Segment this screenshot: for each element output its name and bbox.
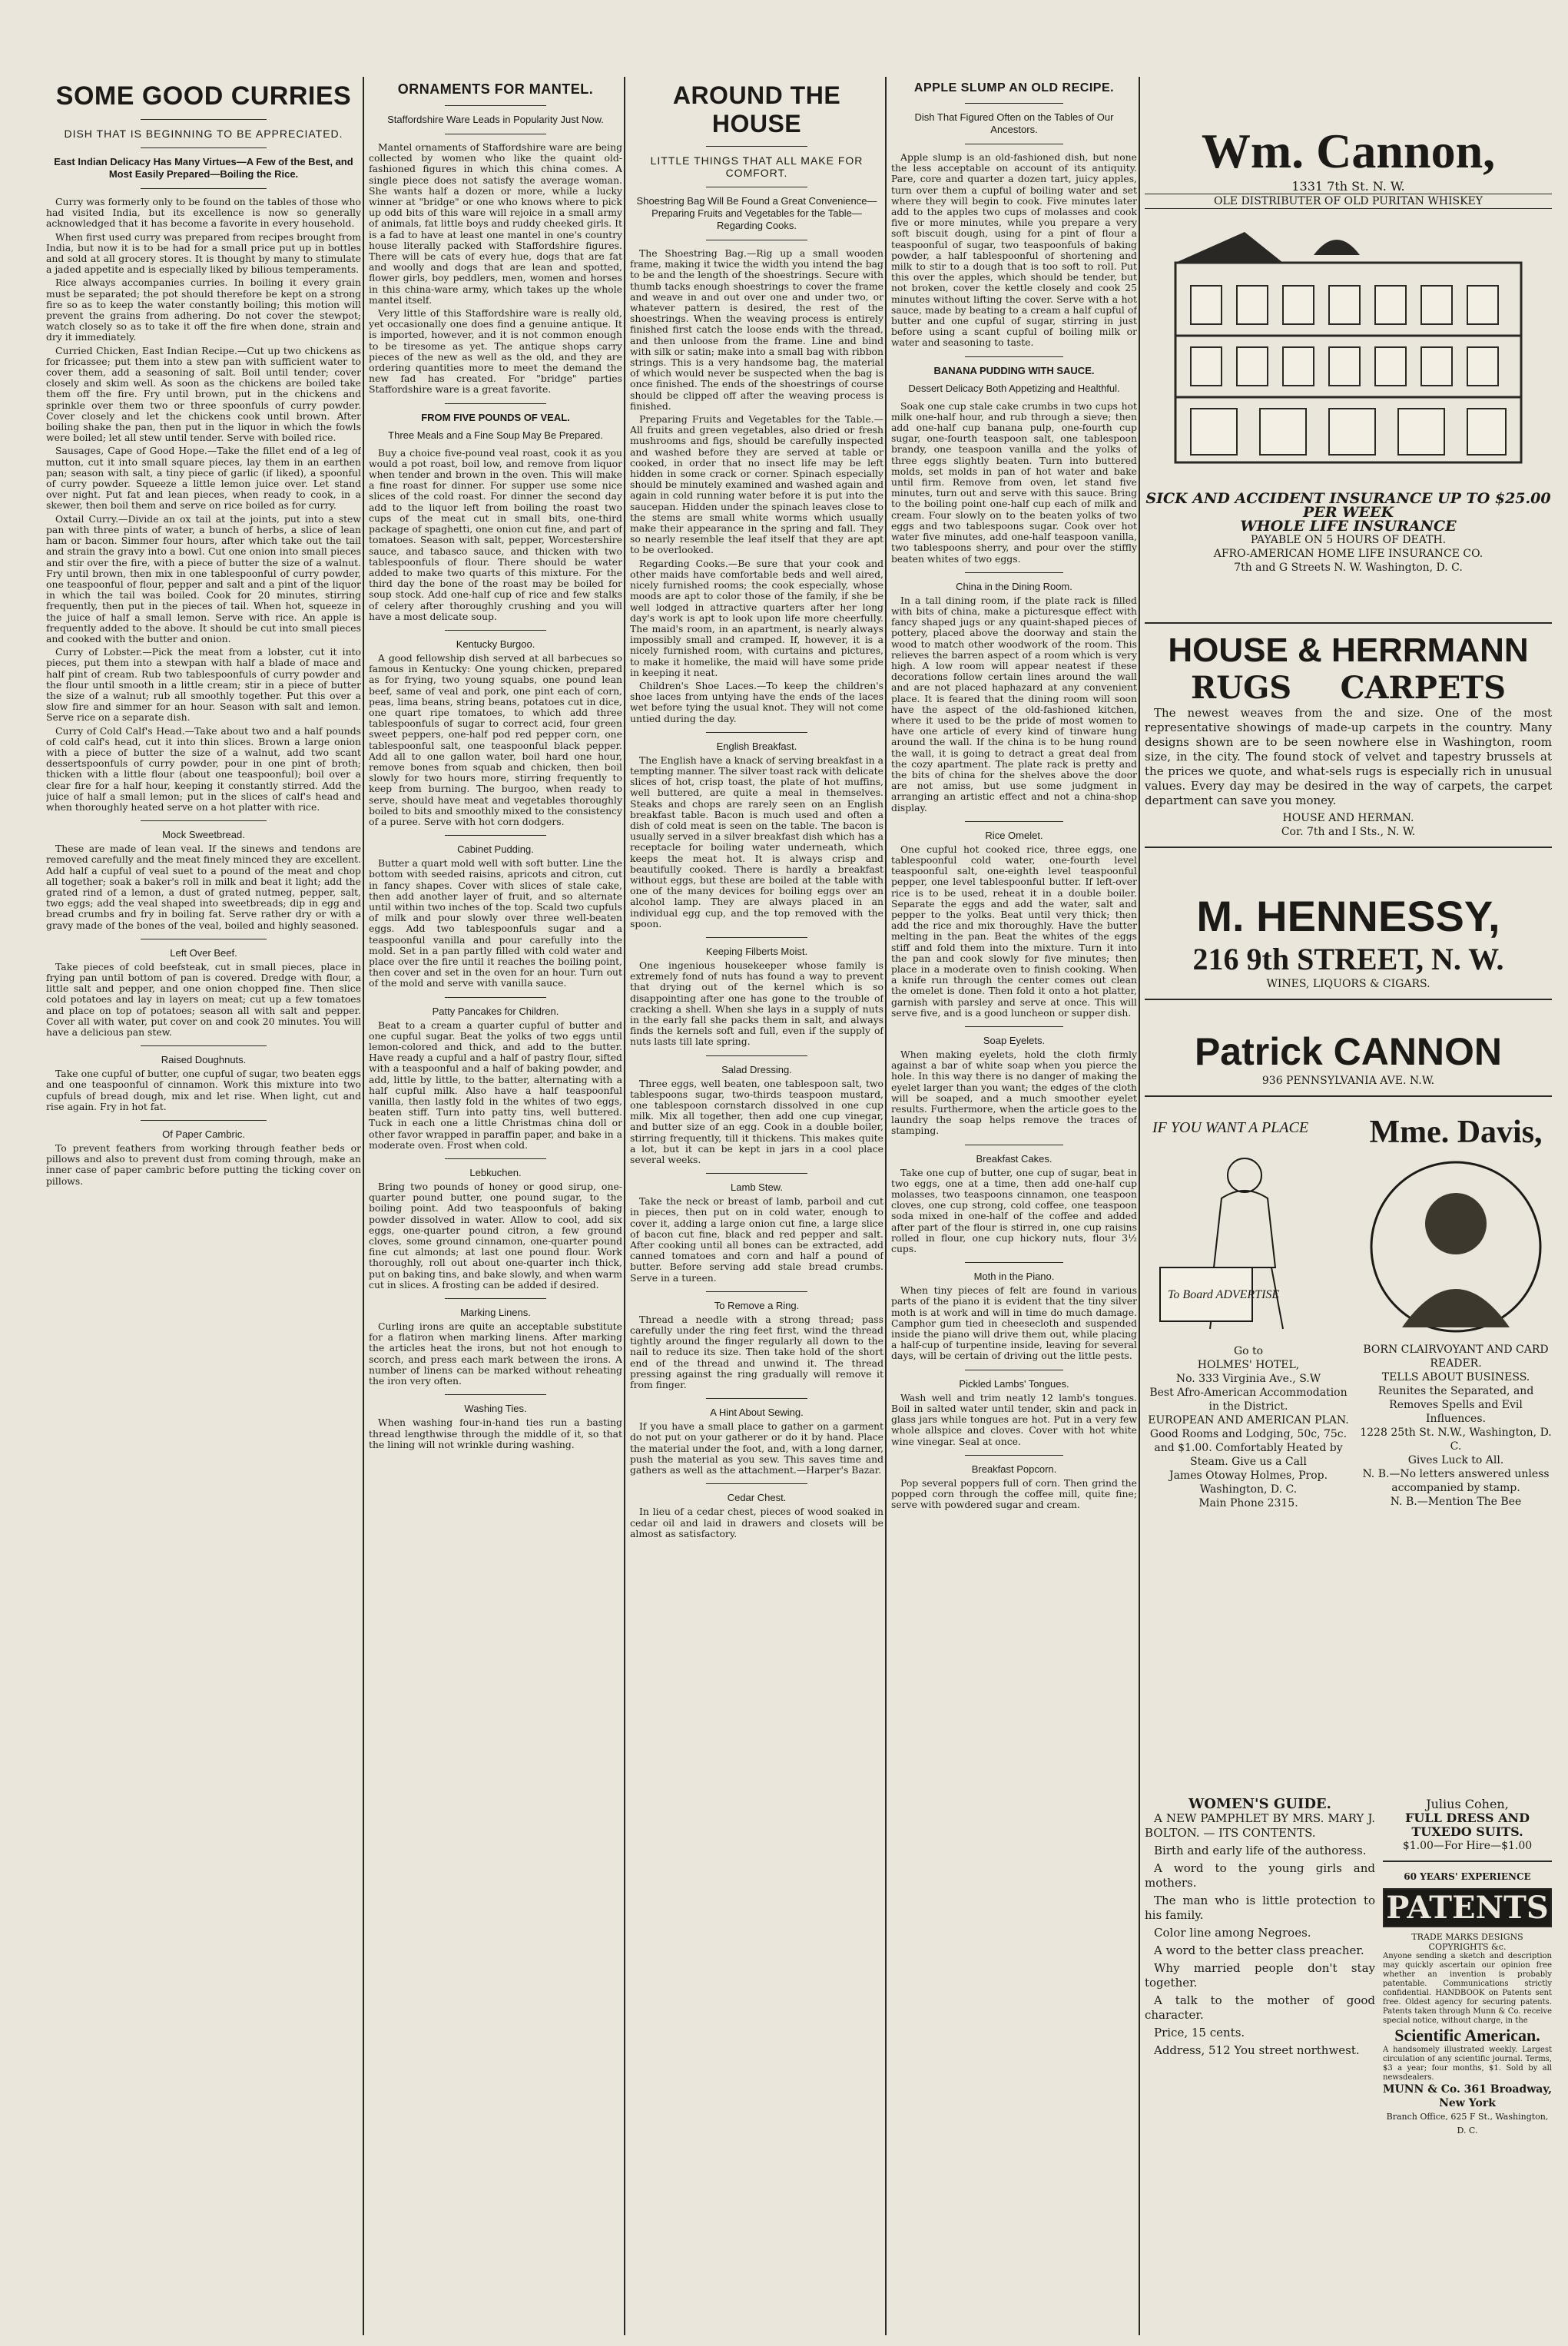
section-text: The English have a knack of serving breakfast in a tempting manner. The silver toast rack with delicate slices of hot, crisp toast, the plate of hot muffins, well buttered, are quite a meal in themselves. Steaks and chops are rarely seen on an English breakfast table. Bacon is much used and often a dish of cold meat is seen on the table. The bacon is usually served in a silver breakfast dish which has a receptacle for boiling water underneath, which keeps the meat hot. It is always crisp and beautifully cooked. There is hardly a breakfast without eggs, but these are boiled at the table with one of the many devices for boiling eggs over an alcohol lamp. They are always placed in an individual egg cup, and the top removed with the spoon.: [630, 754, 883, 929]
tag-text: To Board ADVERTISE: [1168, 1288, 1280, 1301]
section-heading: Kentucky Burgoo.: [456, 638, 535, 650]
section-text: Butter a quart mold well with soft butter. Line the bottom with seeded raisins, apricots and citron, cut in fancy shapes. Cover with slices of stale cake, then add another layer of fruit, and so alternate until within two inches of the top. Scald two cupfuls of milk and pour slowly over three well-beaten eggs. Add two tablespoonfuls sugar and a teaspoonful vanilla and pour carefully into the mold. Set in a pan partly filled with cold water and place over the fire until it reaches the boiling point, then cover and set in the oven for an hour. Turn out of the mold and serve with vanilla sauce.: [369, 857, 622, 989]
paragraph: Color line among Negroes.: [1154, 1926, 1311, 1940]
section-heading: Soap Eyelets.: [983, 1035, 1046, 1047]
section-text: One cupful hot cooked rice, three eggs, one tablespoonful cold water, one-fourth level teaspoonful salt, one-eighth level teaspoonful pepper, one level tablespoonful butter. If left-over rice is to be used, reheat it in a double boiler. Separate the eggs and add the water, salt and pepper to the yolks. Beat until very thick; then add the rice and mix thoroughly. Have the butter melting in the pan. Beat the whites of the eggs stiff and fold them into the mixture. Turn it into the pan and cook slowly for five minutes; then place in a moderate oven to finish cooking. When a knife run through the center comes out clean the omelet is done. Then fold it onto a hot platter, garnish with parsley and serve at once. This will serve five, and is a good luncheon or supper dish.: [891, 843, 1137, 1019]
section-heading: Moth in the Piano.: [973, 1271, 1055, 1283]
cohen-line1: FULL DRESS AND TUXEDO SUITS.: [1405, 1811, 1530, 1839]
paragraph: Oxtail Curry.—Divide an ox tail at the joints, put into a stew pan with three pints of water, a bunch of herbs, a slice of lean ham or bacon. Simmer four hours, after which take out the tail and strain the gravy into a bowl. Cut one onion into small pieces and stir over the fire, with a piece of butter the size of a walnut. Fry until brown, then mix in one tablespoonful of curry powder, one teaspoonful of flour, pepper and salt and a pint of the liquor in which the tail was boiled. Cook for 20 minutes, stirring frequently, then put in the pieces of tail. When hot, squeeze in the juice of half a small lemon. Serve with rice. An apple is frequently added to the above. It should be cut into small pieces and cooked with the butter and onion.: [46, 512, 361, 644]
section-deck: Dessert Delicacy Both Appetizing and Healthful.: [908, 382, 1120, 394]
paragraph: When first used curry was prepared from recipes brought from India, but now it is to be had for a small price put up in bottles and sold at all grocery stores. It is thought by many to stimulate a jaded appetite and is especially liked by bilious temperaments.: [46, 230, 361, 276]
paragraph: Best Afro-American Accommodation in the District.: [1149, 1387, 1348, 1413]
section-text: Take pieces of cold beefsteak, cut in small pieces, place in frying pan until bottom of pan is covered. Dredge with flour, a little salt and pepper, and one onion chopped fine. Then slice cold potatoes and lay in layers on meat; cut up a few tomatoes and place on top of potatoes; season all with salt and pepper. Cover all with water, put cover on and cook 20 minutes. You will have a delicious pan stew.: [46, 960, 361, 1039]
column-rule: [624, 77, 625, 2335]
section-deck: Three Meals and a Fine Soup May Be Prepared.: [388, 429, 603, 441]
portrait-illustration: [1360, 1151, 1552, 1343]
paragraph: Mantel ornaments of Staffordshire ware are being collected by women who like the quaint old-fashioned figures in which this china comes. A single piece does not satisfy the average woman. She wants half a dozen or more, while a lucky winner at "bridge" or one who knows where to pick up odd bits of this ware will rejoice in a small army of animals, fat little boys and ruddy cheeked girls. It is a fad to have at least one mantel in one's country house literally packed with Staffordshire figures. There will be cats of every hue, dogs that are fat and woolly and dogs that are lean and spotted, flower girls, boy peddlers, men, women and horses in this china-ware army, which takes up the whole mantel itself.: [369, 141, 622, 306]
patents-journal: Scientific American.: [1394, 2026, 1540, 2045]
paragraph: No. 333 Virginia Ave., S.W: [1175, 1373, 1321, 1385]
paragraph: HOLMES' HOTEL,: [1197, 1359, 1300, 1371]
section-text: Thread a needle with a strong thread; pass carefully under the ring feet first, wind the thread tightly around the finger regularly all down to the nail to reduce its size. Then take hold of the short end of the thread and unwind it. The thread pressing against the ring gradually will remove it from finger.: [630, 1313, 883, 1391]
deck-curries: DISH THAT IS BEGINNING TO BE APPRECIATED.: [64, 128, 343, 140]
patents-marks: TRADE MARKS DESIGNS COPYRIGHTS &c.: [1411, 1932, 1523, 1952]
patents-branch: Branch Office, 625 F St., Washington, D. C.: [1386, 2112, 1549, 2136]
ad-house-herrmann: [1145, 615, 1552, 856]
patents-firm: MUNN & Co. 361 Broadway, New York: [1383, 2083, 1552, 2109]
insurance-line4: AFRO-AMERICAN HOME LIFE INSURANCE CO.: [1213, 548, 1483, 560]
section-heading: Mock Sweetbread.: [162, 829, 245, 841]
column-mantel: [369, 77, 622, 1453]
man-with-sign-illustration: [1145, 1114, 1344, 1344]
ad-insurance: [1145, 492, 1552, 575]
house-herrmann-text: The newest weaves from the and size. One of the most representative showings of made-up carpets in the country. Many designs shown are to be seen nowhere else in Washington, room size, in the city. The found stock of velvet and tapestry brussels at the prices we quote, and what-sels rugs is especially rich in unusual values. Every day may be desired in the way of carpets, the carpet department can save you money.: [1145, 706, 1552, 807]
paragraph: Gives Luck to All.: [1407, 1454, 1504, 1466]
paragraph: EUROPEAN AND AMERICAN PLAN.: [1148, 1414, 1349, 1426]
section-heading: Left Over Beef.: [170, 946, 237, 959]
section-text: In a tall dining room, if the plate rack is filled with bits of china, make a picturesque effect with fancy shaped jugs or any quaint-shaped pieces of pottery, placed above the doorway and stain the wood to match other woodwork of the room. This relieves the barren aspect of a room which is very high. A low room will appear neatest if these decorations follow certain lines around the wall and are not placed haphazard at any convenient place. It is feared that the dining room will soon have the aspect of the old-fashioned kitchen, where it used to be the pride of most women to have one article of every kind of tinware hung around the wall. If the china is to be hung round the wall, it is going to detract a great deal from the cozy apartment. The plate rack is pretty and the bits of china for the shelves above the door are not amiss, but use some judgment in arranging an artistic effect and not a china-shop display.: [891, 594, 1137, 813]
insurance-line3: PAYABLE ON 5 HOURS OF DEATH.: [1250, 534, 1447, 546]
paragraph: Curry of Lobster.—Pick the meat from a lobster, cut it into pieces, put them into a stewpan with half a blade of mace and half pint of cream. Rub two tablespoonfuls of curry powder and the flour until smooth in a little cream; stir in a piece of butter the size of a walnut; rub all smoothly together. Put this over a slow fire and simmer for an hour. Season with salt and lemon. Serve rice on a separate dish.: [46, 646, 361, 724]
section-heading: Lamb Stew.: [731, 1181, 783, 1194]
section-text: When washing four-in-hand ties run a basting thread lengthwise through the middle of it, so that the lining will not wrinkle during washing.: [369, 1417, 622, 1450]
patents-text: Anyone sending a sketch and description may quickly ascertain our opinion free whether an invention is probably patentable. Communications strictly confidential. HANDBOOK on Patents sent free. Oldest agency for securing patents. Patents taken through Munn & Co. receive special notice, without charge, in the: [1383, 1952, 1552, 2025]
paragraph: James Otoway Holmes, Prop.: [1169, 1470, 1328, 1482]
headline-mantel: ORNAMENTS FOR MANTEL.: [397, 81, 594, 97]
section-heading: Patty Pancakes for Children.: [432, 1005, 559, 1017]
section-heading: Breakfast Cakes.: [976, 1152, 1053, 1165]
paragraph: Children's Shoe Laces.—To keep the children's shoe laces from untying have the ends of the laces wet before tying the usual knot. They will not come untied during the day.: [630, 679, 883, 724]
section-text: Three eggs, well beaten, one tablespoon salt, two tablespoons sugar, two-thirds teaspoon mustard, one tablespoon cornstarch dissolved in one cup milk. Mix all together, then add one cup vinegar, and butter size of an egg. Cook in a double boiler, stirring frequently, till it thickens. This makes quite a lot, but it can be kept in jars in a cool place several weeks.: [630, 1077, 883, 1166]
house-herrmann-sig: HOUSE AND HERMAN.: [1282, 812, 1414, 824]
section-heading: Pickled Lambs' Tongues.: [959, 1377, 1069, 1390]
paragraph: The Shoestring Bag.—Rig up a small wooden frame, making it twice the width you intend the bag to be and the length of the shoestrings. Secure with thumb tacks enough shoestrings to cover the frame and weave in and out over one and under two, or whatever pattern is desired, the rest of the shoestrings. When the weaving process is entirely finished first catch the loose ends with the thread, and then unloose from the frame. Line and bind with silk or satin; make into a small bag with ribbon strings. This is a very handsome bag, the material of which would never be suspected when the bag is once finished. The ends of the shoestrings of course should be clipped off after the weaving process is finished.: [630, 247, 883, 412]
patents-top: 60 YEARS' EXPERIENCE: [1404, 1871, 1531, 1882]
section-text: To prevent feathers from working through feather beds or pillows and also to prevent dust from coming through, make an inner case of paper cambric before putting the ticking cover on pillows.: [46, 1142, 361, 1187]
bubble-text: IF YOU WANT A PLACE: [1152, 1119, 1309, 1136]
section-text: In lieu of a cedar chest, pieces of wood soaked in cedar oil and laid in drawers and closets will be almost as satisfactory.: [630, 1506, 883, 1539]
ad-holmes-hotel: [1145, 1114, 1352, 1510]
cannon-address: 1331 7th St. N. W.: [1291, 179, 1405, 194]
section-text: Beat to a cream a quarter cupful of butter and one cupful sugar. Beat the yolks of two eggs until lemon-colored and thick, and add to the butter. Have ready a cupful and a half of pastry flour, sifted with a teaspoonful and a half of baking powder, and add, little by little, to the batter, alternating with a half cupful milk. Also have a half teaspoonful vanilla, then lastly fold in the whites of two eggs, beaten stiff. Turn into patty tins, well buttered. Tuck in each one a little Christmas china doll or other favor wrapped in paraffin paper, and bake in a moderate oven. Frost when cold.: [369, 1019, 622, 1151]
hennessy-line: WINES, LIQUORS & CIGARS.: [1266, 978, 1430, 990]
davis-name: Mme. Davis,: [1369, 1115, 1543, 1150]
paragraph: Good Rooms and Lodging, 50c, 75c. and $1.00. Comfortably Heated by Steam. Give us a Call: [1149, 1428, 1348, 1468]
column-house: [630, 77, 883, 1542]
section-text: Take the neck or breast of lamb, parboil and cut in pieces, then put on in cold water, enough to cover it, adding a large onion cut fine, a large slice of bacon cut fine, black and red pepper and salt. After cooking until all bones can be extracted, add canned tomatoes and corn and half a pound of butter. Before serving add stale bread crumbs. Serve in a tureen.: [630, 1195, 883, 1284]
cannon-line: OLE DISTRIBUTER OF OLD PURITAN WHISKEY: [1145, 194, 1552, 209]
section-heading: Keeping Filberts Moist.: [705, 945, 808, 957]
section-text: When tiny pieces of felt are found in various parts of the piano it is evident that the tiny silver moth is at work and will in time do much damage. Camphor gum tied in cheesecloth and suspended inside the piano will drive them out, while placing a half-cup of turpentine inside, leaving for several days, will be certain of driving out the little pests.: [891, 1284, 1137, 1362]
paragraph: N. B.—No letters answered unless accompanied by stamp.: [1362, 1468, 1550, 1494]
section-text: When making eyelets, hold the cloth firmly against a bar of white soap when you pierce the hole. In this way there is no danger of making the eyelet larger than you want; the edges of the cloth will be soaped, and a much smoother eyelet results. Furthermore, when the article goes to the laundry the soap helps remove the traces of stamping.: [891, 1049, 1137, 1137]
paragraph: Curried Chicken, East Indian Recipe.—Cut up two chickens as for fricassee; put them into a stew pan with sufficient water to cover them, add a seasoning of salt. Boil until tender; cover closely and skim well. As soon as the chickens are boiled take them off the fire. Fry until brown, put in the chickens and sprinkle over them two or three spoonfuls of curry powder. Cover closely and let the chickens cook until brown. After boiling shake the pan, then put in the liquor in which the fowls were boiled; let all stew until tender. Serve with boiled rice.: [46, 344, 361, 444]
paragraph: Price, 15 cents.: [1154, 2026, 1245, 2039]
guide-title: WOMEN'S GUIDE.: [1188, 1796, 1331, 1812]
section-text: Bring two pounds of honey or good sirup, one-quarter pound butter, one pound sugar, to the boiling point. Add two teaspoonfuls of baking powder dissolved in water. Allow to cool, add six eggs, one-quarter pound citron, a few ground cloves, some ground cinnamon, one-quarter pound fine cut almonds; at last one pound flour. Work thoroughly, roll out about one-quarter inch thick, put on baking tins, and bake slowly, and when warm cut in slices. A frosting can be added if desired.: [369, 1181, 622, 1291]
paragraph: A talk to the mother of good character.: [1145, 1993, 1375, 2022]
section-heading: Lebkuchen.: [469, 1167, 522, 1179]
section-text: Take one cup of butter, one cup of sugar, beat in two eggs, one at a time, then add one-half cup molasses, two teaspoons cinnamon, one teaspoon cloves, one cup strong, cold coffee, one teaspoon soda mixed in one-half of the coffee and added after part of the flour is stirred in, one cup raisins rolled in flour, one cup hickory nuts, flour 3½ cups.: [891, 1166, 1137, 1255]
section-heading: FROM FIVE POUNDS OF VEAL.: [421, 411, 570, 423]
section-text: One ingenious housekeeper whose family is extremely fond of nuts has found a way to prevent that drying out of the kernel which is so disappointing after one has gone to the trouble of cracking a shell. When she lays in a supply of nuts in the early fall she packs them in salt, and always finds the kernels soft and full, even if the supply of nuts lasts till late spring.: [630, 959, 883, 1048]
insurance-line5: 7th and G Streets N. W. Washington, D. C.: [1234, 562, 1463, 574]
subdeck-apple: Dish That Figured Often on the Tables of Our Ancestors.: [914, 111, 1114, 135]
section-text: Take one cupful of butter, one cupful of sugar, two beaten eggs and one teaspoonful of cinnamon. Work this mixture into two cupfuls of bread dough, mix and let rise. When light, cut and rise again. Fry in hot fat.: [46, 1068, 361, 1112]
paragraph: The man who is little protection to his family.: [1145, 1894, 1375, 1922]
section-heading: Breakfast Popcorn.: [971, 1463, 1057, 1475]
paragraph: Sausages, Cape of Good Hope.—Take the fillet end of a leg of mutton, cut it into small square pieces, lay them in an earthen pan; season with salt, a tiny piece of garlic (if liked), a spoonful of curry powder. Squeeze a little lemon juice over. Let stand over night. Put fat and lean pieces, when ready to cook, in a skewer, then boil them and serve on rice boiled as for curry.: [46, 445, 361, 512]
section-heading: Raised Doughnuts.: [161, 1054, 247, 1066]
paragraph: BORN CLAIRVOYANT AND CARD READER.: [1363, 1344, 1549, 1370]
section-heading: A Hint About Sewing.: [710, 1407, 804, 1419]
section-heading: BANANA PUDDING WITH SAUCE.: [933, 364, 1095, 376]
paragraph: A word to the better class preacher.: [1154, 1943, 1364, 1957]
ad-patrick-cannon: [1145, 1029, 1552, 1105]
section-heading: Salad Dressing.: [721, 1063, 792, 1075]
section-text: If you have a small place to gather on a garment do not put on your gatherer or do it by hand. Place the material under the foot, and, with a long darner, push the material as you sew. This saves time and gathers as well as the attachment.—Harper's Bazar.: [630, 1420, 883, 1476]
section-heading: Cabinet Pudding.: [457, 843, 534, 856]
section-text: Curling irons are quite an acceptable substitute for a flatiron when marking linens. After marking the articles heat the irons, but not hot enough to scorch, and press each mark between the irons. A number of linens can be marked without reheating the iron very often.: [369, 1320, 622, 1387]
headline-apple: APPLE SLUMP AN OLD RECIPE.: [913, 81, 1115, 94]
section-text: Soak one cup stale cake crumbs in two cups hot milk one-half hour, and rub through a sieve; then add one-half cup banana pulp, one-fourth cup sugar, one-fourth teaspoon salt, one tablespoon brandy, one teaspoon vanilla and the yolks of three eggs slightly beaten. Turn into buttered molds, set molds in pan of hot water and bake until firm. Remove from oven, let stand five minutes, turn out and serve with this sauce. Bring to the boiling point one-half cup each of milk and cream. Four slowly on to the beaten yolks of two eggs and two tablespoons sugar. Cook over hot water five minutes, add one-half teaspoon vanilla, two tablespoons sherry, and pour over the stiffly beaten whites of two eggs.: [891, 399, 1137, 565]
cohen-name: Julius Cohen,: [1426, 1797, 1509, 1811]
house-herrmann-addr: Cor. 7th and I Sts., N. W.: [1281, 826, 1416, 838]
paragraph: Rice always accompanies curries. In boiling it every grain must be separated; the pot should therefore be kept on a strong fire so as to keep the water constantly boiling; this motion will prevent the grains from adhering. Do not cover the stewpot; watch closely so as to take it off the fire when done, strain and dry it immediately.: [46, 277, 361, 343]
insurance-line2: WHOLE LIFE INSURANCE: [1240, 518, 1457, 535]
subdeck-curries: East Indian Delicacy Has Many Virtues—A Few of the Best, and Most Easily Prepared—Boiling the Rice.: [54, 156, 353, 180]
ad-hennessy: [1145, 891, 1552, 1008]
section-heading: Cedar Chest.: [727, 1492, 787, 1504]
section-heading: Of Paper Cambric.: [162, 1128, 245, 1141]
hennessy-address: 216 9th STREET, N. W.: [1192, 942, 1504, 976]
paragraph: Main Phone 2315.: [1198, 1497, 1298, 1509]
paragraph: Reunites the Separated, and Removes Spells and Evil Influences.: [1377, 1385, 1534, 1425]
section-text: Wash well and trim neatly 12 lamb's tongues. Boil in salted water until tender, skin and pack in glass jars while tongues are hot. Put in a very few whole allspice and cloves. Cover with hot white wine vinegar. Seal at once.: [891, 1391, 1137, 1447]
section-text: Buy a choice five-pound veal roast, cook it as you would a pot roast, boil low, and remove from liquor when tender and brown in the oven. This will make a fine roast for dinner. For supper use some nice slices of the cold roast. For dinner the second day add to the liquor left from boiling the roast two cups of the meat cut in small bits, one-third package of spaghetti, one onion cut fine, and part of tomatoes. Season with salt, pepper, Worcestershire sauce, and tabasco sauce, and thicken with two tablespoonfuls of flour. There should be water added to make two quarts of this mixture. For the third day the bone of the roast may be boiled for soup stock. Add one-half cup of rice and few stalks of celery after thoroughly crushing and you will have a most delicate soup.: [369, 446, 622, 622]
paragraph: Preparing Fruits and Vegetables for the Table.—All fruits and green vegetables, also dried or fresh mushrooms and figs, should be carefully inspected and washed before they are served at table or cooked, in order that no insect life may be left hidden in some crack or corner. Spinach especially should be minutely examined and washed again and again in cold running water before it is put into the saucepan. Hidden under the spinach leaves close to the stems are small white worms which usually make their appearance in the spring and fall. They so nearly resemble the leaf itself that they are apt to be overlooked.: [630, 413, 883, 556]
section-text: Pop several poppers full of corn. Then grind the popped corn through the coffee mill, quite fine; serve with powdered sugar and cream.: [891, 1476, 1137, 1511]
subdeck-house: Shoestring Bag Will Be Found a Great Convenience—Preparing Fruits and Vegetables for the Table—Regarding Cooks.: [636, 195, 877, 231]
paragraph: Address, 512 You street northwest.: [1154, 2043, 1360, 2057]
ad-guide-and-patents: [1145, 1798, 1552, 2138]
paragraph: N. B.—Mention The Bee: [1390, 1496, 1522, 1508]
house-herrmann-title: HOUSE & HERRMANN: [1168, 631, 1529, 669]
paragraph: A word to the young girls and mothers.: [1145, 1861, 1375, 1890]
paragraph: 1228 25th St. N.W., Washington, D. C.: [1360, 1426, 1552, 1453]
carpets-label: CARPETS: [1340, 670, 1506, 706]
insurance-line1: SICK AND ACCIDENT INSURANCE UP TO $25.00 PER WEEK: [1145, 490, 1551, 521]
column-curries: [46, 77, 361, 1189]
section-heading: Rice Omelet.: [985, 829, 1043, 841]
paragraph: Apple slump is an old-fashioned dish, but none the less acceptable on account of its antiquity. Pare, core and quarter a dozen tart, juicy apples, turn over them a cupful of boiling water and set where they will begin to cook. Five minutes later add to the apples two cups of molasses and cook five or more minutes, while you prepare a very soft biscuit dough, using for a pint of flour a teaspoonful of sugar, two teaspoonfuls of baking powder, a half tablespoonful of shortening and milk to stir to a dough that is too soft to roll. Put this over the apples, which should be tender, but not broken, cover the kettle closely and cook 25 minutes without lifting the cover. Serve with a hot sauce, made by beating to a cream a half cupful of butter and one cupful of sugar, stirring in just before using a scant cupful of boiling milk or water and seasoning to taste.: [891, 151, 1137, 349]
ad-cohen-patents: [1383, 1798, 1552, 2138]
building-illustration: [1145, 217, 1552, 470]
deck-house: LITTLE THINGS THAT ALL MAKE FOR COMFORT.: [650, 154, 864, 179]
cohen-line2: $1.00—For Hire—$1.00: [1402, 1840, 1533, 1852]
patrick-name: Patrick CANNON: [1194, 1030, 1503, 1073]
section-heading: English Breakfast.: [716, 740, 797, 752]
section-text: A good fellowship dish served at all barbecues so famous in Kentucky: One young chicken, prepared as for frying, two young squabs, one pound lean beef, same of veal and pork, one pint each of corn, peas, lima beans, string beans, potatoes cut in dice, one quart ripe tomatoes, to which add three tablespoonfuls of sugar to correct acid, four green sweet peppers, one-half pod red pepper corn, one tablespoonful salt, one teaspoonful black pepper. Add all to one gallon water, boil hard one hour, remove bones from squab and chicken, then boil slowly for two hours more, stirring frequently to keep from burning. The burgoo, when ready to serve, should have meat and vegetables thoroughly boiled to bits and smoothly mixed to the consistency of a puree. Serve with hot corn dodgers.: [369, 651, 622, 827]
column-rule: [885, 77, 887, 2335]
column-rule: [1139, 77, 1140, 2335]
column-advertisements: [1145, 77, 1552, 2335]
hennessy-name: M. HENNESSY,: [1196, 892, 1500, 940]
paragraph: Go to: [1233, 1345, 1264, 1357]
rugs-label: RUGS: [1191, 670, 1292, 706]
section-text: These are made of lean veal. If the sinews and tendons are removed carefully and the meat finely minced they are excellent. Add half a cupful of veal suet to a pound of the meat and chop all together; soak a baker's roll in milk and beat it light; add the grated rind of a lemon, a dust of grated nutmeg, pepper, salt, two eggs; add the veal shaped into sweetbreads; dip in egg and bread crumbs and fry in boiling fat. Serve rather dry or with a gravy made of the bones of the veal, boiled and highly seasoned.: [46, 843, 361, 931]
paragraph: Curry was formerly only to be found on the tables of those who had visited India, but its excellence is now so generally acknowledged that it has become a favorite in every household.: [46, 196, 361, 230]
paragraph: Very little of this Staffordshire ware is really old, yet occasionally one does find a genuine antique. It is imported, however, and it is not common enough to be tiresome as yet. The antique shops carry pieces of the new as well as the old, and they are ordering quantities more to meet the demand the new fad has created. For "bridge" parties Staffordshire ware is a great favorite.: [369, 307, 622, 396]
section-heading: Washing Ties.: [464, 1403, 527, 1415]
section-heading: To Remove a Ring.: [714, 1299, 800, 1311]
cannon-name: Wm. Cannon,: [1201, 124, 1496, 178]
patents-word: PATENTS: [1383, 1888, 1552, 1927]
paragraph: Why married people don't stay together.: [1145, 1961, 1375, 1990]
paragraph: TELLS ABOUT BUSINESS.: [1381, 1371, 1530, 1383]
subdeck-mantel: Staffordshire Ware Leads in Popularity Just Now.: [387, 114, 604, 125]
paragraph: Birth and early life of the authoress.: [1154, 1844, 1367, 1857]
patrick-address: 936 PENNSYLVANIA AVE. N.W.: [1261, 1075, 1435, 1087]
paragraph: Curry of Cold Calf's Head.—Take about two and a half pounds of cold calf's head, cut it into thin slices. Brown a large onion with a piece of butter the size of a walnut, add two scant dessertspoonfuls of curry powder, pour in one pint of broth; thicken with a little flour (about one teaspoonful); boil over a clear fire for a half hour, keeping it constantly stirred. Add the juice of half a small lemon; put in the slices of calf's head and when thoroughly heated serve on a hot platter with rice.: [46, 724, 361, 813]
patents-text2: A handsomely illustrated weekly. Largest circulation of any scientific journal. Terms, $3 a year; four months, $1. Sold by all newsdealers.: [1383, 2046, 1552, 2082]
ad-mme-davis: [1360, 1114, 1552, 1509]
section-heading: China in the Dining Room.: [956, 580, 1072, 592]
ad-wm-cannon: [1145, 123, 1552, 470]
newspaper-page: [46, 77, 1552, 2335]
paragraph: Regarding Cooks.—Be sure that your cook and other maids have comfortable beds and well aired, nicely furnished rooms; the cook especially, whose moods are apt to color those of the family, if she be well lodged in attractive quarters after her long day's work is apt to look upon life more cheerfully. The maid's room, in an apartment, is nearly always impossibly small and cramped. If, however, it is a nicely furnished room, with curtains and pictures, to make it homelike, the maid will have some pride in keeping it neat.: [630, 557, 883, 678]
paragraph: Washington, D. C.: [1199, 1483, 1298, 1496]
headline-house: AROUND THE HOUSE: [672, 81, 841, 138]
section-heading: Marking Linens.: [460, 1307, 531, 1319]
column-rule: [363, 77, 364, 2335]
ad-womens-guide: [1145, 1798, 1375, 2138]
column-apple: [891, 77, 1137, 1513]
guide-lead: A NEW PAMPHLET BY MRS. MARY J. BOLTON. — ITS CONTENTS.: [1145, 1811, 1375, 1840]
headline-curries: SOME GOOD CURRIES: [55, 81, 352, 111]
